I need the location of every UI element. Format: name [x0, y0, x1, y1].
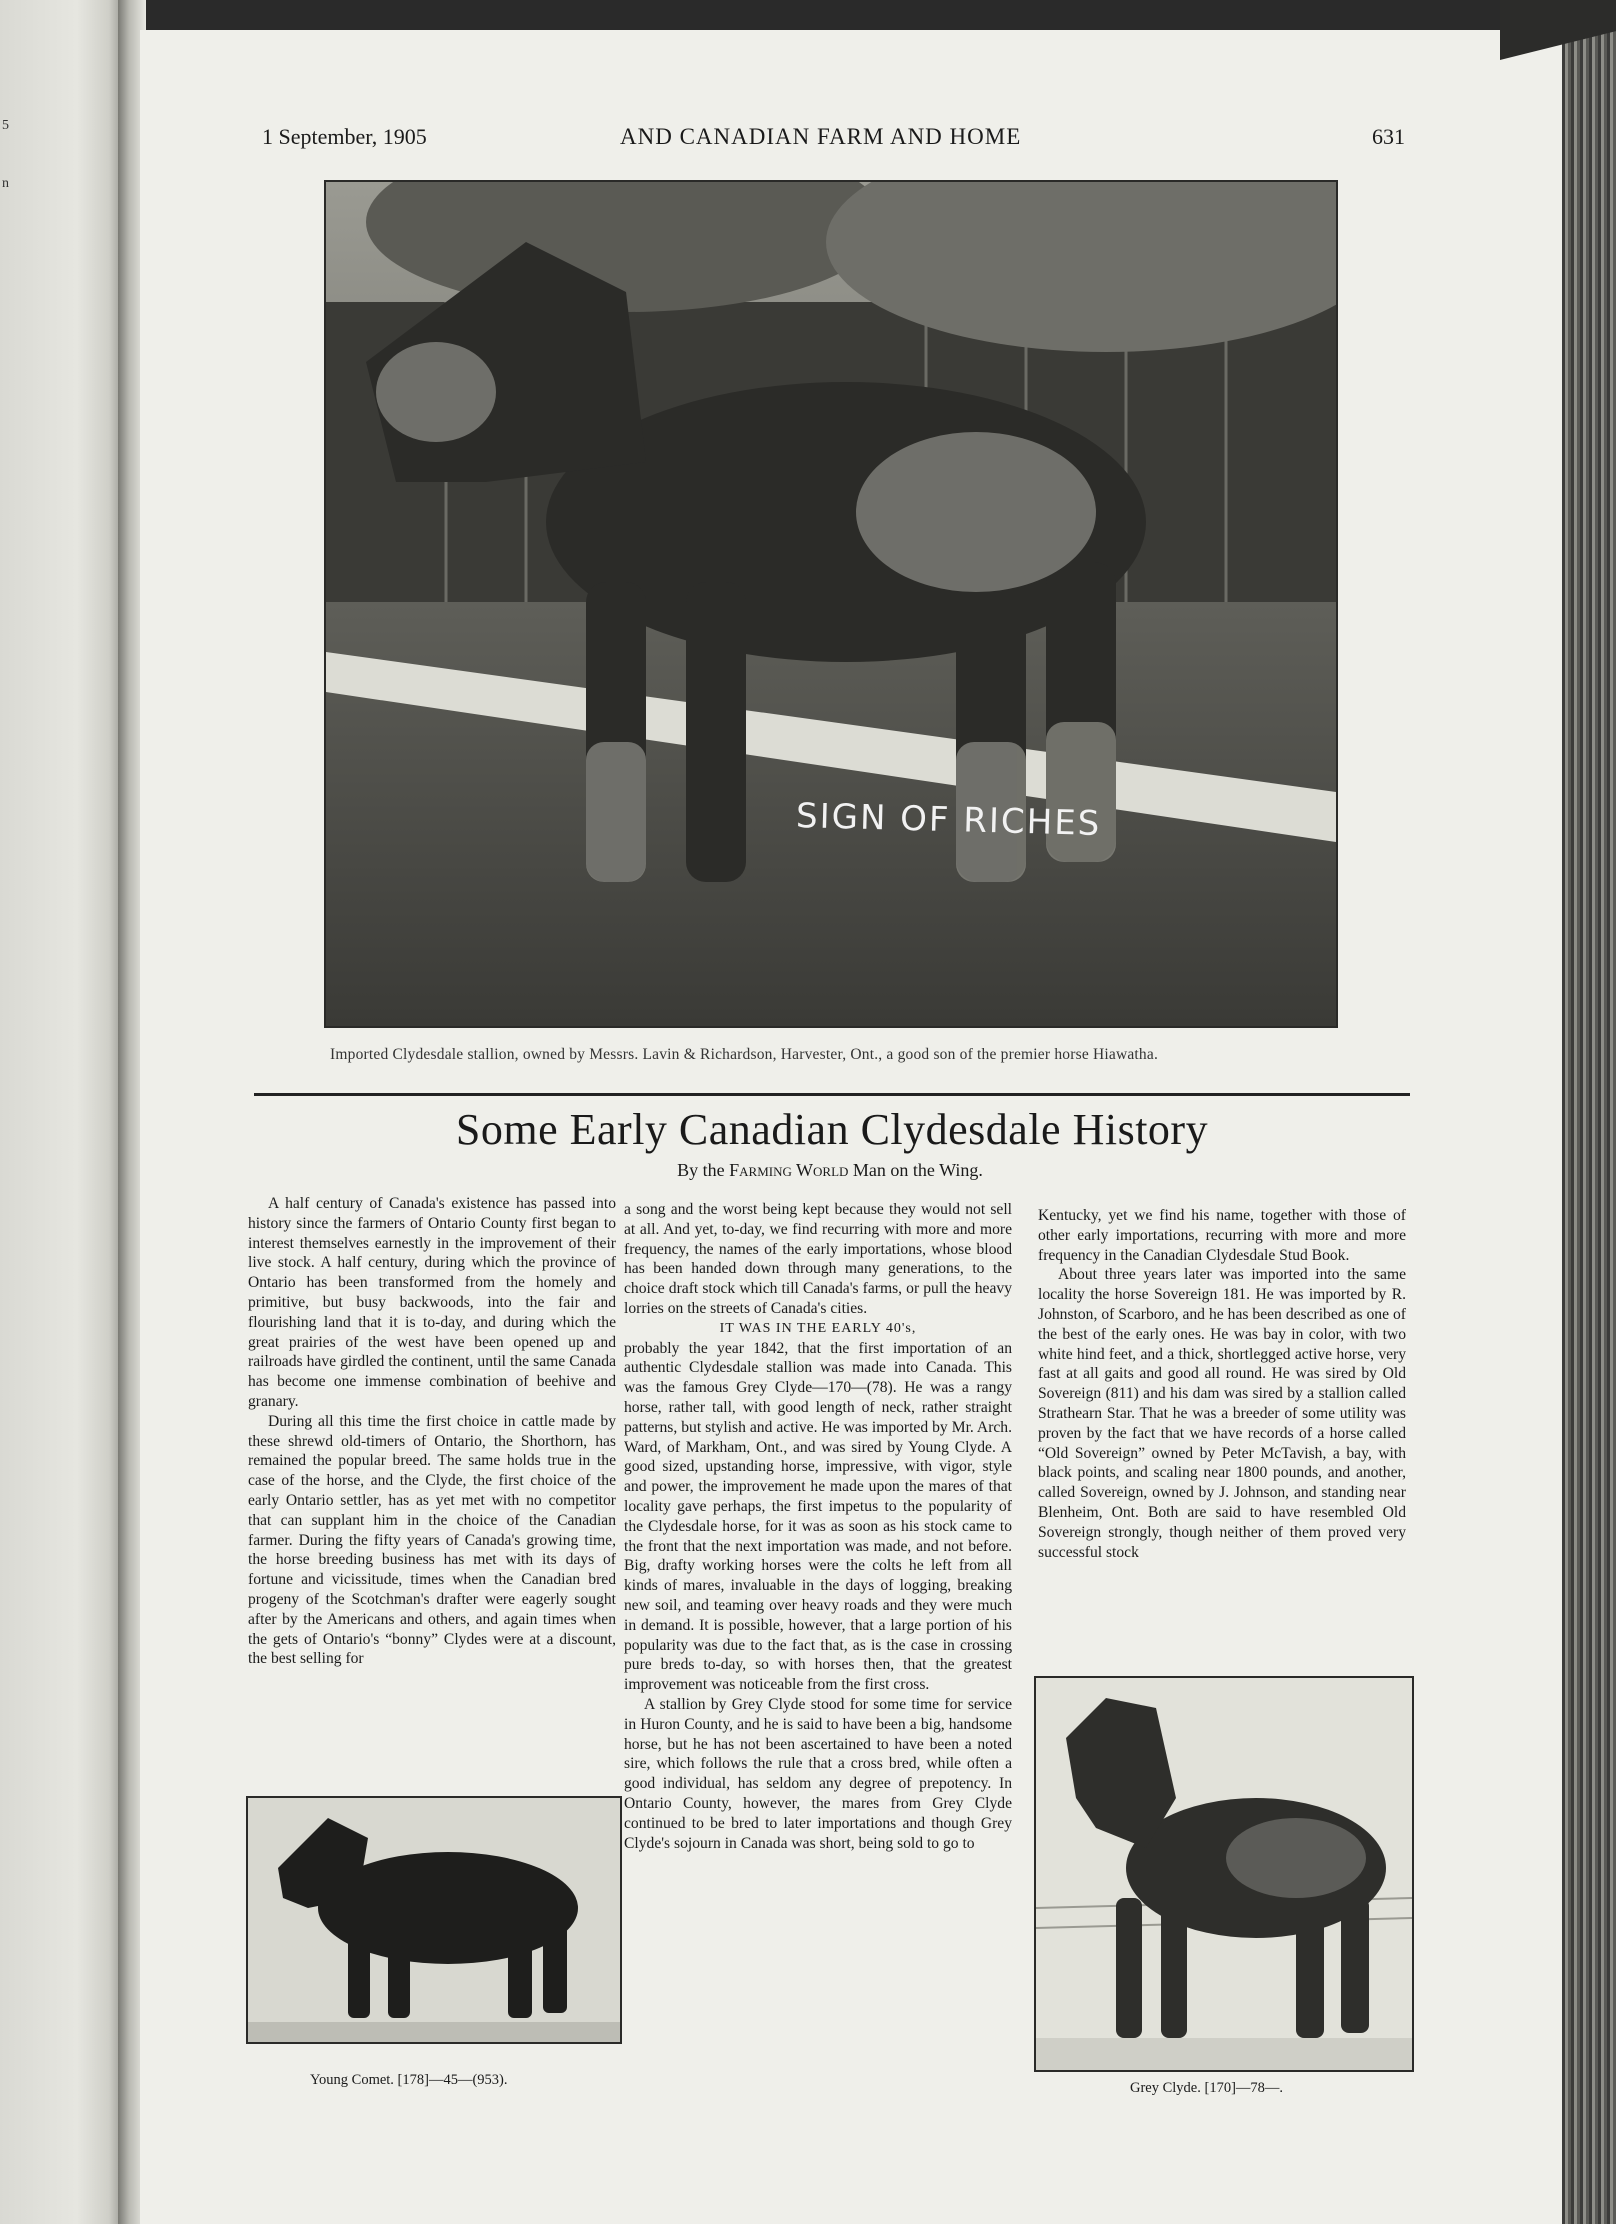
page-stack-edge — [1562, 0, 1616, 2224]
issue-date: 1 September, 1905 — [262, 124, 427, 149]
grey-clyde-caption: Grey Clyde. [170]—78—. — [1130, 2080, 1284, 2096]
byline-suffix: Man on the Wing. — [852, 1160, 983, 1180]
adjacent-page-fragment: 5 — [2, 118, 9, 133]
stallion-photo — [324, 180, 1338, 1028]
section-subhead: IT WAS IN THE EARLY 40's, — [719, 1320, 917, 1336]
paragraph: A stallion by Grey Clyde stood for some time for service in Huron County, and he is said to have been a big, handsome horse, but he has not been ascertained to have been a noted sire, which follows the rule that a cross bred, while often a good individual, has seldom any degree of prepotency. In Ontario County, however, the mares from Grey Clyde continued to be bred to later importations and though Grey Clyde's sojourn in Canada was short, being sold to go to — [624, 1695, 1012, 1852]
paragraph: probably the year 1842, that the first importation of an authentic Clydesdale stallion was made into Canada. This was the famous Grey Clyde—170—(78). He was a rangy horse, rather tall, with good length of neck, rather straight patterns, but stylish and active. He was imported by Mr. Arch. Ward, of Markham, Ont., and was sired by Young Clyde. A good sized, upstanding horse, impressive, with vigor, style and power, the improvement he made upon the mares of that locality gave perhaps, the first impetus to the popularity of the Clydesdale horse, for it was as soon as his stock came to the front that the next importation was made, and not before. Big, drafty working horses were the colts he left from all kinds of mares, invaluable in the days of logging, breaking new soil, and teaming over heavy roads and they were much in demand. It is possible, however, that a large portion of his popularity was due to the fact that, as is the case in crossing pure breds to-day, so with horses then, that the greatest improvement was noticeable from the first cross. — [624, 1339, 1012, 1694]
running-title: AND CANADIAN FARM AND HOME — [620, 124, 1022, 149]
young-comet-illustration — [248, 1798, 620, 2042]
page-number: 631 — [1372, 124, 1405, 149]
article-column-1 — [248, 1194, 616, 1669]
adjacent-page-edge — [0, 0, 128, 2224]
article-headline: Some Early Canadian Clydesdale History — [455, 1105, 1209, 1154]
adjacent-page-fragment: n — [2, 176, 9, 191]
article-column-2 — [624, 1200, 1012, 1853]
section-rule — [254, 1093, 1410, 1096]
byline-publication: Farming World — [729, 1160, 849, 1180]
grey-clyde-photo — [1034, 1676, 1414, 2072]
paragraph: About three years later was imported into the same locality the horse Sovereign 181. He was imported by R. Johnston, of Scarboro, and he has been described as one of the best of the early ones. He was bay in color, with two white hind feet, and a thick, shortlegged active horse, very fast at all gaits and good all round. He was sired by Old Sovereign (811) and his dam was sired by a stallion called Strathearn Star. That he was a breeder of some utility was proven by the fact that we have records of a horse called “Old Sovereign” owned by Peter McTavish, a bay, with black points, and scaling near 1800 pounds, and another, called Sovereign, owned by J. Johnson, and standing near Blenheim, Ont. Both are said to have resembled Old Sovereign strongly, though neither of them proved very successful stock — [1038, 1266, 1406, 1561]
paragraph: A half century of Canada's existence has passed into history since the farmers of Ontario County first began to interest themselves earnestly in the improvement of their live stock. A half century, during which the province of Ontario has been transformed from the homely and primitive, but busy backwoods, into the fair and flourishing land that it is to-day, and during which the great prairies of the west have been opened up and railroads have girdled the continent, until the same Canada has become one immense combination of beehive and granary. — [248, 1195, 616, 1410]
photo-caption: Imported Clydesdale stallion, owned by Messrs. Lavin & Richardson, Harvester, Ont., a good son of the premier horse Hiawatha. — [330, 1046, 1159, 1063]
young-comet-photo — [246, 1796, 622, 2044]
article-byline — [640, 1160, 1020, 1181]
paragraph: a song and the worst being kept because they would not sell at all. And yet, to-day, we find recurring with more and more frequency, the names of the early importations, whose blood has been handed down through many generations, to the choice draft stock which till Canada's farms, or pull the heavy lorries on the streets of Canada's cities. — [624, 1201, 1012, 1317]
article-column-3 — [1038, 1206, 1406, 1562]
byline-prefix: By the — [677, 1160, 725, 1180]
grey-clyde-illustration — [1036, 1678, 1412, 2070]
young-comet-caption: Young Comet. [178]—45—(953). — [310, 2072, 508, 2088]
paragraph: During all this time the first choice in cattle made by these shrewd old-timers of Ontario, the Shorthorn, has remained the popular breed. The same holds true in the case of the horse, and the Clyde, the first choice of the early Ontario settler, has as yet met with no competitor that can supplant him in the choice of the Canadian farmer. During the fifty years of Canada's growing time, the horse breeding business has met with its days of fortune and vicissitude, times when the Canadian bred progeny of the Scotchman's drafter were eagerly sought after by the Americans and others, and again times when the gets of Ontario's “bonny” Clydes were at a discount, the best selling for — [248, 1412, 616, 1668]
stallion-illustration — [326, 182, 1336, 1026]
paragraph: Kentucky, yet we find his name, together with those of other early importations, recurring with more and more frequency in the Canadian Clydesdale Stud Book. — [1038, 1207, 1406, 1264]
photo-inscription: SIGN OF RICHES — [795, 796, 1102, 844]
